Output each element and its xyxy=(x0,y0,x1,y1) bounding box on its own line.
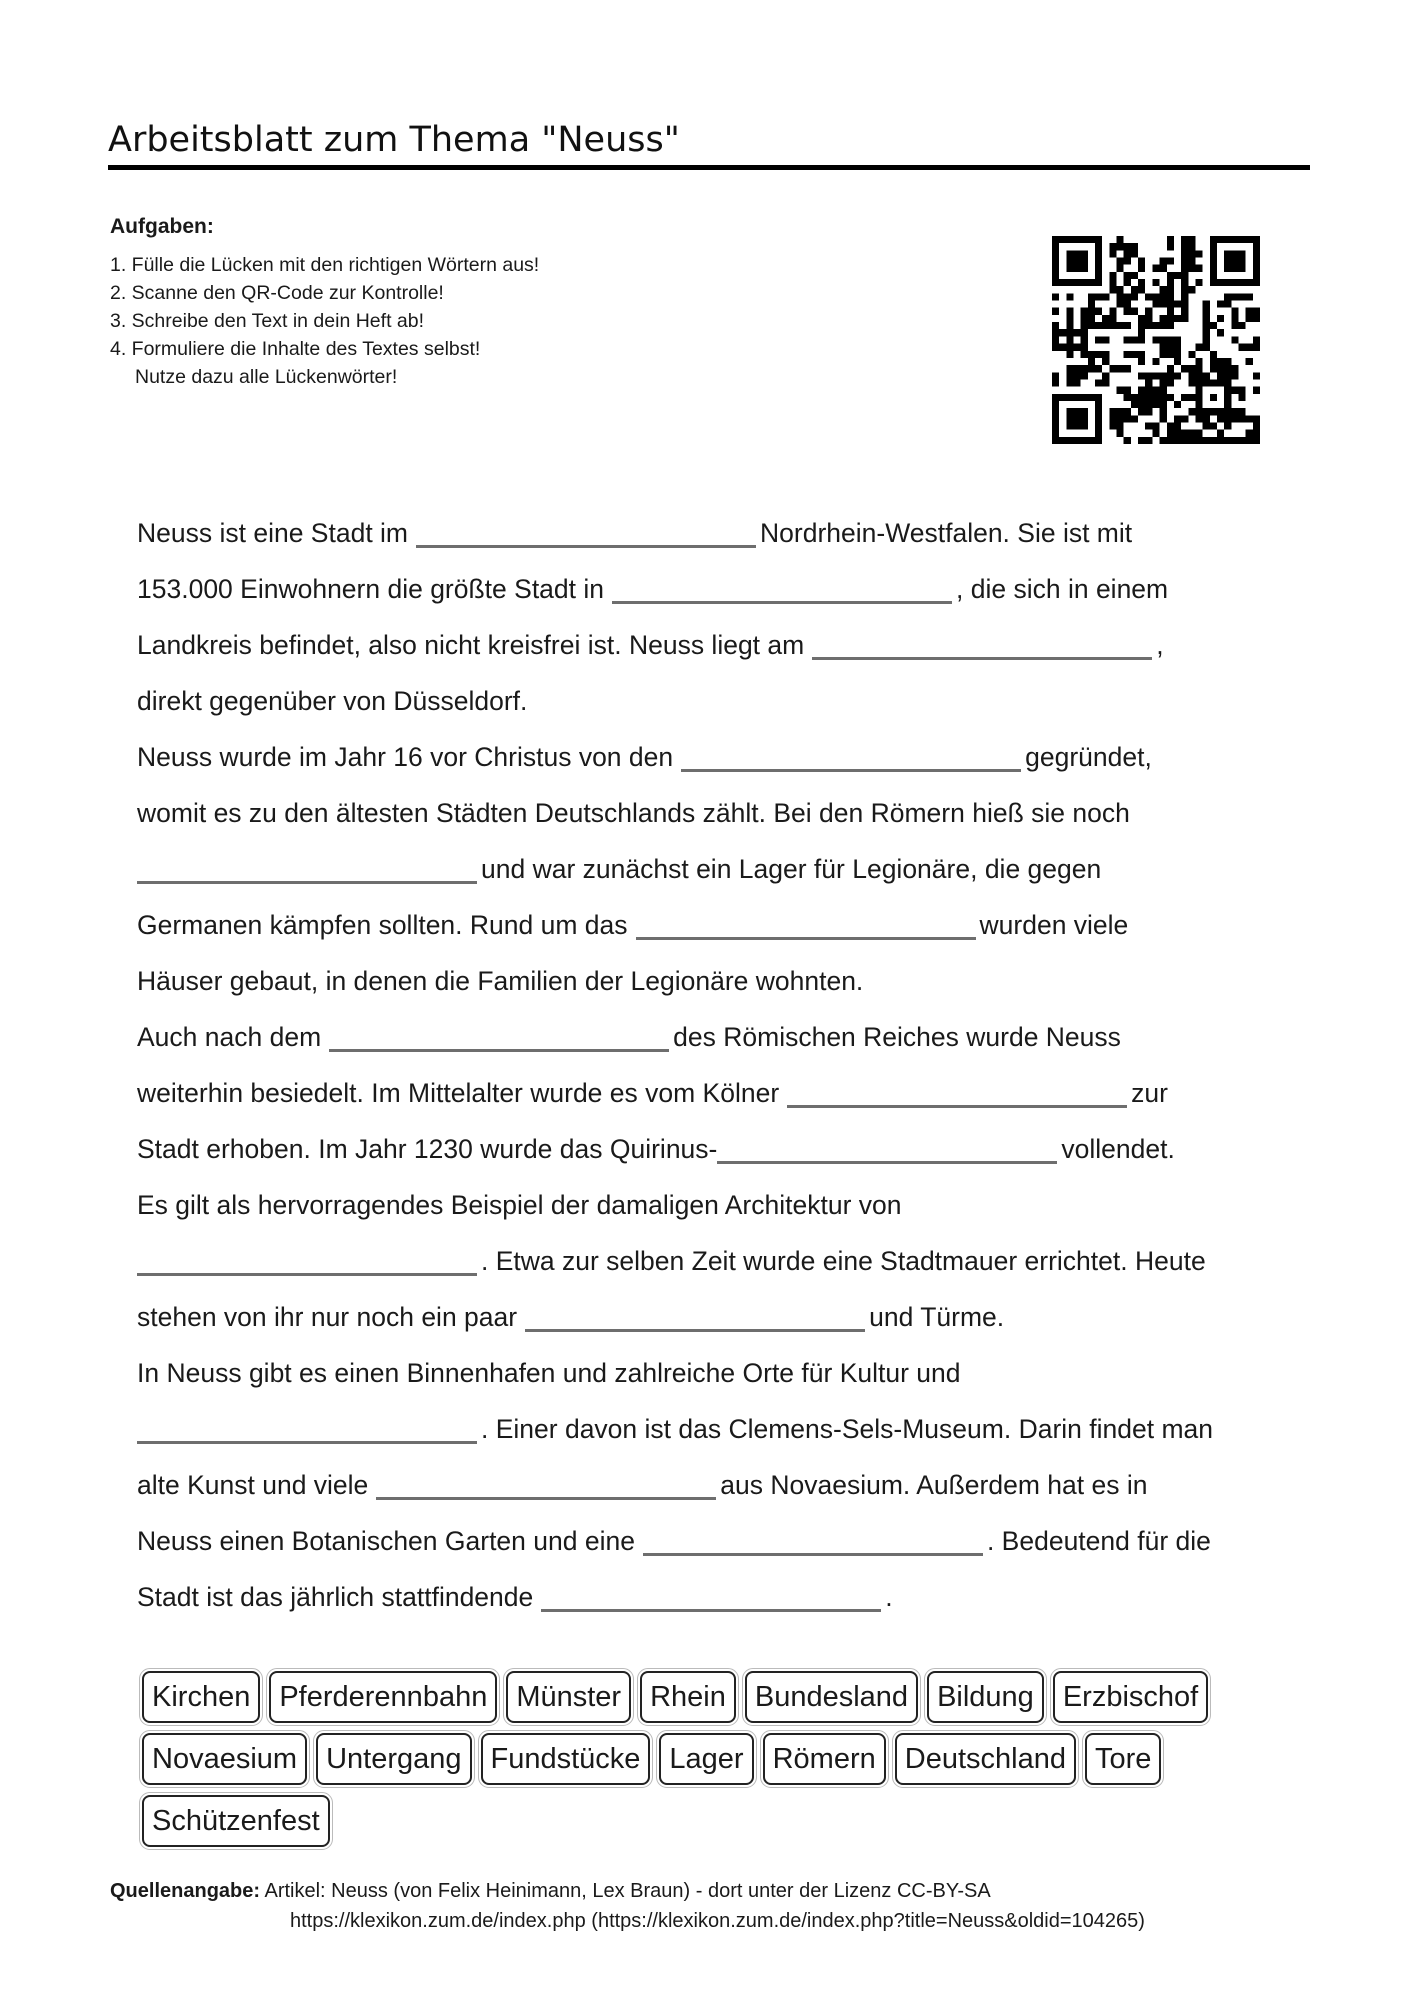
qr-code-icon[interactable] xyxy=(1052,236,1260,444)
text-segment: 153.000 Einwohnern die größte Stadt in xyxy=(137,574,605,604)
cloze-text xyxy=(137,505,1327,1625)
text-segment: Neuss ist eine Stadt im xyxy=(137,518,409,548)
text-segment: . Bedeutend für die xyxy=(986,1526,1211,1556)
word-chip[interactable]: Untergang xyxy=(316,1733,471,1785)
word-bank-row xyxy=(142,1795,1322,1847)
source-url[interactable]: https://klexikon.zum.de/index.php (https://klexikon.zum.de/index.php?title=Neuss&oldid=104265) xyxy=(290,1910,1145,1932)
word-chip[interactable]: Deutschland xyxy=(895,1733,1076,1785)
word-chip[interactable]: Pferderennbahn xyxy=(269,1671,497,1723)
text-segment: Neuss wurde im Jahr 16 vor Christus von den xyxy=(137,742,674,772)
blank-4[interactable] xyxy=(681,735,1021,772)
page-title: Arbeitsblatt zum Thema "Neuss" xyxy=(108,120,680,160)
blank-7[interactable] xyxy=(329,1015,669,1052)
text-segment: direkt gegenüber von Düsseldorf. xyxy=(137,686,528,716)
blank-13[interactable] xyxy=(376,1463,716,1500)
blank-6[interactable] xyxy=(636,903,976,940)
word-chip[interactable]: Lager xyxy=(659,1733,753,1785)
word-chip[interactable]: Römern xyxy=(763,1733,886,1785)
text-segment: . Etwa zur selben Zeit wurde eine Stadtmauer errichtet. Heute xyxy=(481,1246,1206,1276)
word-chip[interactable]: Erzbischof xyxy=(1053,1671,1208,1723)
word-bank xyxy=(142,1671,1322,1857)
word-bank-row xyxy=(142,1733,1322,1785)
text-segment: Es gilt als hervorragendes Beispiel der damaligen Architektur von xyxy=(137,1190,902,1220)
blank-11[interactable] xyxy=(525,1295,865,1332)
task-item: 3. Schreibe den Text in dein Heft ab! xyxy=(110,310,425,332)
text-segment: und Türme. xyxy=(869,1302,1005,1332)
blank-1[interactable] xyxy=(416,511,756,548)
word-chip[interactable]: Münster xyxy=(506,1671,631,1723)
text-segment: Stadt ist das jährlich stattfindende xyxy=(137,1582,534,1612)
word-chip[interactable]: Rhein xyxy=(640,1671,736,1723)
text-segment: Nordrhein-Westfalen. Sie ist mit xyxy=(760,518,1133,548)
blank-8[interactable] xyxy=(787,1071,1127,1108)
tasks-heading: Aufgaben: xyxy=(110,215,214,238)
text-segment: . Einer davon ist das Clemens-Sels-Museum. Darin findet man xyxy=(481,1414,1213,1444)
text-segment: Germanen kämpfen sollten. Rund um das xyxy=(137,910,628,940)
task-item: 2. Scanne den QR-Code zur Kontrolle! xyxy=(110,282,444,304)
title-divider xyxy=(108,165,1310,170)
task-item-continued: Nutze dazu alle Lückenwörter! xyxy=(135,366,398,388)
word-chip[interactable]: Bildung xyxy=(927,1671,1044,1723)
word-chip[interactable]: Novaesium xyxy=(142,1733,307,1785)
text-segment: Häuser gebaut, in denen die Familien der Legionäre wohnten. xyxy=(137,966,864,996)
text-segment: Neuss einen Botanischen Garten und eine xyxy=(137,1526,635,1556)
text-segment: aus Novaesium. Außerdem hat es in xyxy=(720,1470,1148,1500)
text-segment: Landkreis befindet, also nicht kreisfrei ist. Neuss liegt am xyxy=(137,630,805,660)
text-segment: . xyxy=(885,1582,893,1612)
text-segment: womit es zu den ältesten Städten Deutschlands zählt. Bei den Römern hieß sie noch xyxy=(137,798,1130,828)
word-chip[interactable]: Bundesland xyxy=(745,1671,918,1723)
word-chip[interactable]: Fundstücke xyxy=(481,1733,651,1785)
source-text: Artikel: Neuss (von Felix Heinimann, Lex Braun) - dort unter der Lizenz CC-BY-SA xyxy=(260,1880,991,1902)
blank-14[interactable] xyxy=(643,1519,983,1556)
text-segment: , die sich in einem xyxy=(956,574,1169,604)
text-segment: gegründet, xyxy=(1025,742,1152,772)
text-segment: stehen von ihr nur noch ein paar xyxy=(137,1302,518,1332)
blank-12[interactable] xyxy=(137,1407,477,1444)
blank-9[interactable] xyxy=(717,1127,1057,1164)
source-citation xyxy=(110,1876,1145,1936)
word-chip[interactable]: Schützenfest xyxy=(142,1795,330,1847)
text-segment: zur xyxy=(1131,1078,1168,1108)
blank-10[interactable] xyxy=(137,1239,477,1276)
text-segment: vollendet. xyxy=(1061,1134,1175,1164)
source-label: Quellenangabe: xyxy=(110,1880,261,1902)
text-segment: Auch nach dem xyxy=(137,1022,322,1052)
blank-5[interactable] xyxy=(137,847,477,884)
text-segment: Stadt erhoben. Im Jahr 1230 wurde das Quirinus- xyxy=(137,1134,718,1164)
text-segment: wurden viele xyxy=(979,910,1129,940)
task-item: 4. Formuliere die Inhalte des Textes selbst! xyxy=(110,338,481,360)
text-segment: und war zunächst ein Lager für Legionäre, die gegen xyxy=(481,854,1102,884)
word-chip[interactable]: Kirchen xyxy=(142,1671,260,1723)
task-item: 1. Fülle die Lücken mit den richtigen Wörtern aus! xyxy=(110,254,540,276)
blank-2[interactable] xyxy=(612,567,952,604)
word-chip[interactable]: Tore xyxy=(1085,1733,1161,1785)
text-segment: des Römischen Reiches wurde Neuss xyxy=(673,1022,1121,1052)
text-segment: weiterhin besiedelt. Im Mittelalter wurde es vom Kölner xyxy=(137,1078,780,1108)
text-segment: , xyxy=(1156,630,1164,660)
blank-15[interactable] xyxy=(541,1575,881,1612)
text-segment: In Neuss gibt es einen Binnenhafen und zahlreiche Orte für Kultur und xyxy=(137,1358,961,1388)
blank-3[interactable] xyxy=(812,623,1152,660)
word-bank-row xyxy=(142,1671,1322,1723)
text-segment: alte Kunst und viele xyxy=(137,1470,369,1500)
task-list xyxy=(110,213,539,391)
